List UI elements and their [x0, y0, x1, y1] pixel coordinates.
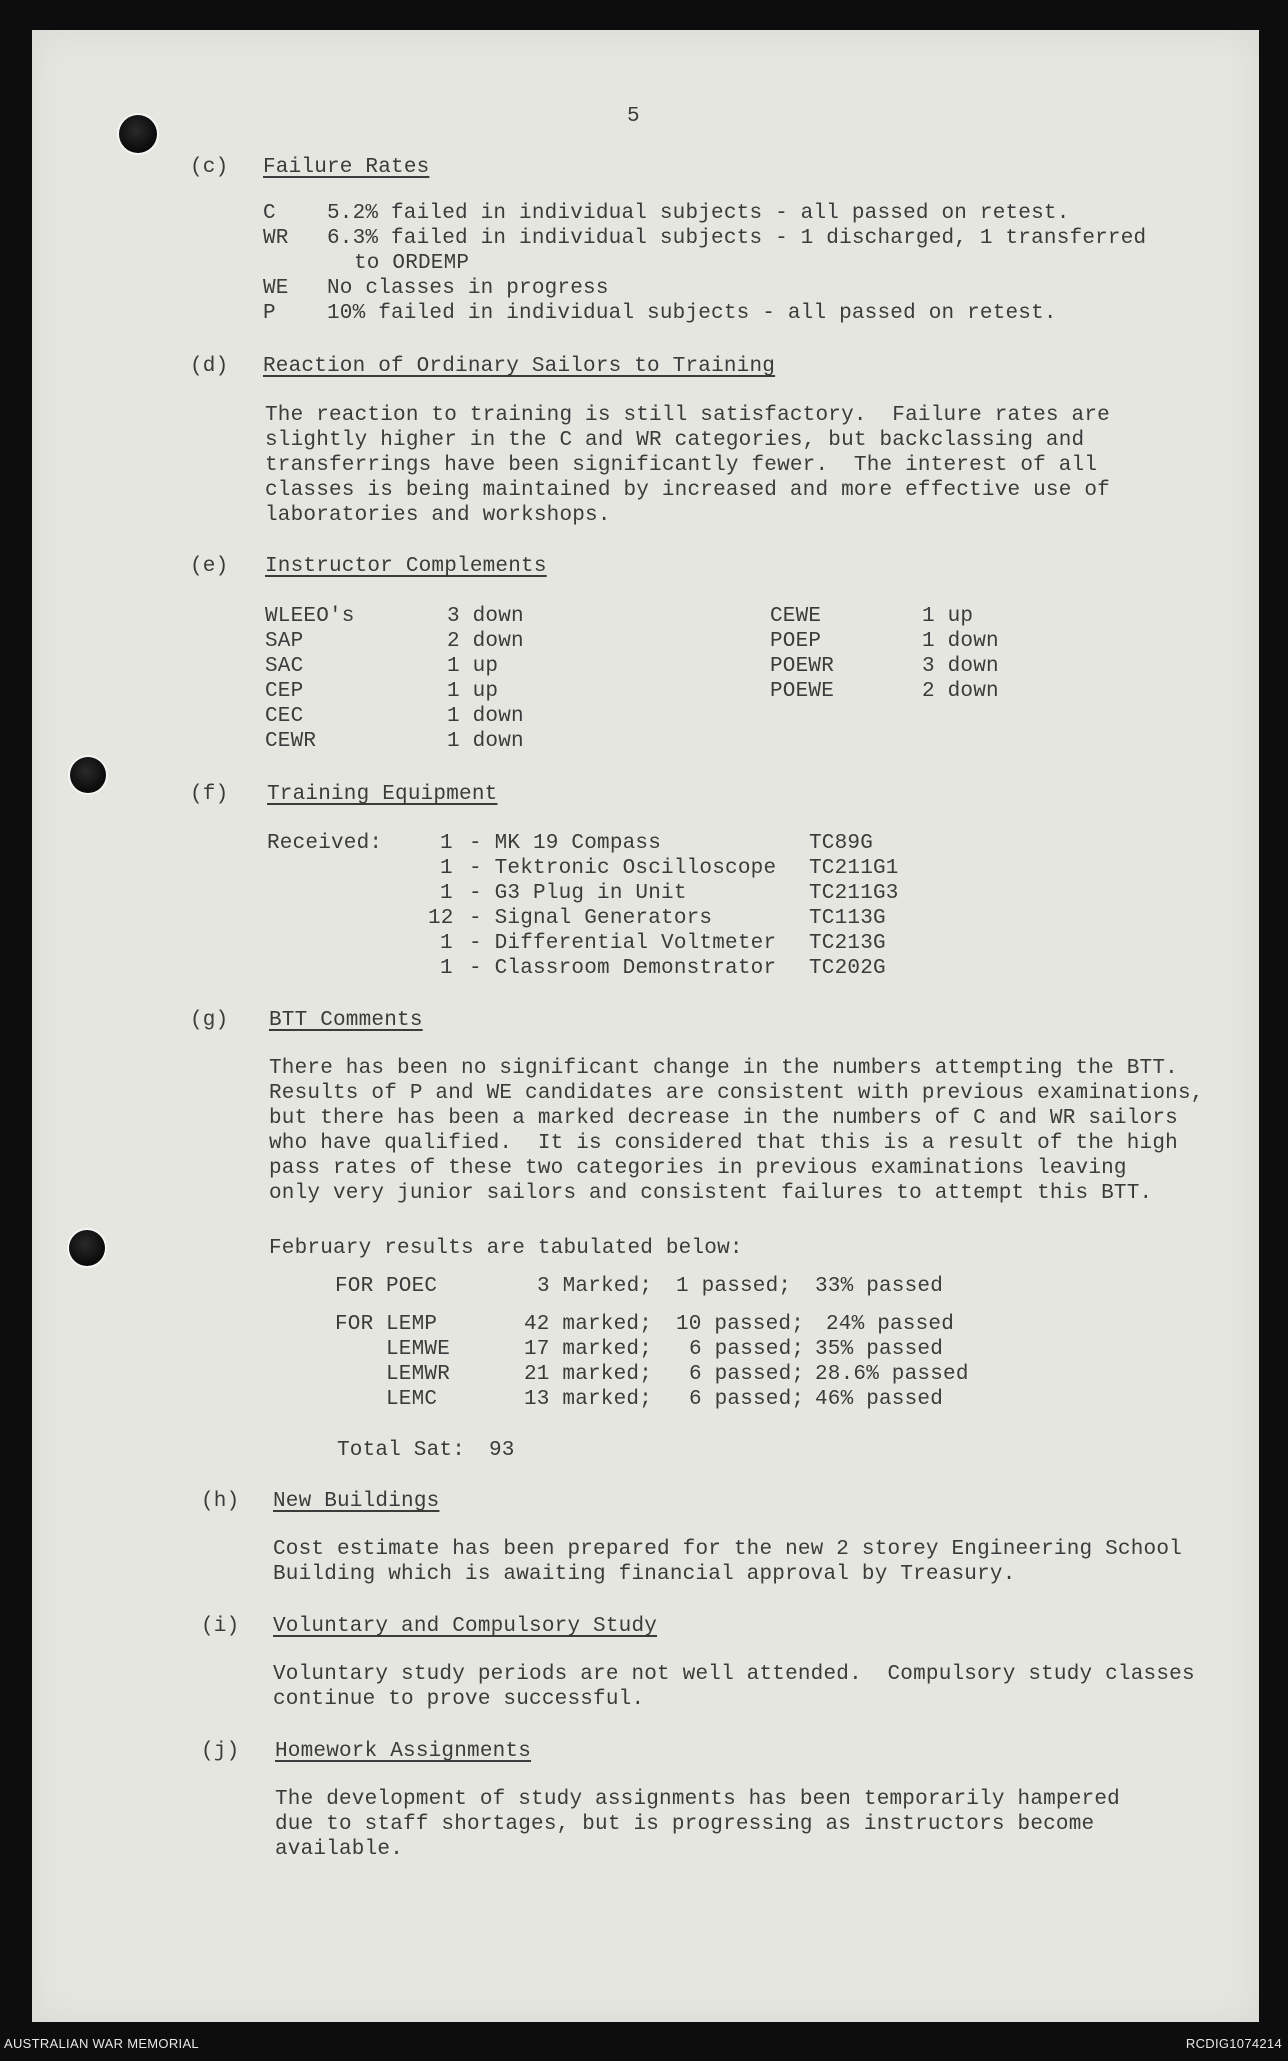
section-j-heading: Homework Assignments [275, 1740, 532, 1763]
result-pct: 35% passed [815, 1338, 944, 1361]
reaction-line: laboratories and workshops. [265, 504, 611, 527]
btt-line: but there has been a marked decrease in the numbers of C and WR sailors [269, 1107, 1178, 1130]
result-rank: LEMC [386, 1388, 438, 1411]
result-marked: 21 marked; [524, 1363, 653, 1386]
equipment-code: TC211G1 [809, 857, 899, 880]
reaction-line: slightly higher in the C and WR categories, but backclassing and [265, 429, 1085, 452]
result-marked: 17 marked; [524, 1338, 653, 1361]
equipment-qty: 1 [440, 857, 453, 880]
result-rank: LEMWR [386, 1363, 451, 1386]
failure-cat: WE [263, 277, 289, 300]
section-d-letter: (d) [190, 355, 229, 378]
reaction-line: The reaction to training is still satisfactory. Failure rates are [265, 404, 1110, 427]
section-i-heading: Voluntary and Compulsory Study [273, 1615, 658, 1638]
equipment-desc: - Tektronic Oscilloscope [469, 857, 777, 880]
section-d-heading: Reaction of Ordinary Sailors to Training [263, 355, 776, 378]
total-sat-value: 93 [489, 1439, 515, 1462]
instructor-role: POEWE [770, 680, 835, 703]
equipment-desc: - Differential Voltmeter [469, 932, 777, 955]
instructor-change: 1 down [447, 705, 524, 728]
section-c-letter: (c) [190, 156, 229, 179]
buildings-line: Building which is awaiting financial approval by Treasury. [273, 1563, 1016, 1586]
equipment-code: TC211G3 [809, 882, 899, 905]
study-line: Voluntary study periods are not well attended. Compulsory study classes [273, 1663, 1195, 1686]
btt-line: Results of P and WE candidates are consistent with previous examinations, [269, 1082, 1204, 1105]
instructor-change: 1 down [447, 730, 524, 753]
result-prefix: FOR [335, 1313, 374, 1336]
result-rank: LEMWE [386, 1338, 451, 1361]
result-pct: 28.6% passed [815, 1363, 969, 1386]
failure-text: No classes in progress [327, 277, 609, 300]
equipment-code: TC213G [809, 932, 886, 955]
btt-results-intro: February results are tabulated below: [269, 1237, 743, 1260]
result-pct: 24% passed [826, 1313, 955, 1336]
result-pct: 33% passed [815, 1275, 944, 1298]
instructor-change: 1 down [922, 630, 999, 653]
result-marked: 3 Marked; [537, 1275, 653, 1298]
instructor-change: 3 down [447, 605, 524, 628]
result-passed: 6 passed; [689, 1363, 805, 1386]
section-e-letter: (e) [190, 555, 229, 578]
instructor-role: WLEEO's [265, 605, 355, 628]
failure-cat: P [263, 302, 276, 325]
instructor-change: 1 up [447, 680, 499, 703]
btt-line: There has been no significant change in the numbers attempting the BTT. [269, 1057, 1178, 1080]
equipment-qty: 12 [428, 907, 454, 930]
buildings-line: Cost estimate has been prepared for the new 2 storey Engineering School [273, 1538, 1182, 1561]
homework-line: available. [275, 1838, 404, 1861]
total-sat-label: Total Sat: [337, 1439, 466, 1462]
section-h-heading: New Buildings [273, 1490, 440, 1513]
section-j-letter: (j) [201, 1740, 240, 1763]
section-f-heading: Training Equipment [267, 783, 498, 806]
section-h-letter: (h) [201, 1490, 240, 1513]
punch-hole-middle [70, 757, 106, 793]
equipment-qty: 1 [440, 882, 453, 905]
section-i-letter: (i) [201, 1615, 240, 1638]
btt-line: who have qualified. It is considered that this is a result of the high [269, 1132, 1178, 1155]
btt-line: pass rates of these two categories in previous examinations leaving [269, 1157, 1127, 1180]
equipment-code: TC89G [809, 832, 874, 855]
section-g-letter: (g) [190, 1009, 229, 1032]
homework-line: due to staff shortages, but is progressing as instructors become [275, 1813, 1095, 1836]
footer-archive-name: AUSTRALIAN WAR MEMORIAL [4, 2036, 199, 2051]
instructor-change: 2 down [922, 680, 999, 703]
equipment-label: Received: [267, 832, 383, 855]
punch-hole-top [119, 115, 157, 153]
failure-text: 10% failed in individual subjects - all passed on retest. [327, 302, 1057, 325]
reaction-line: classes is being maintained by increased and more effective use of [265, 479, 1110, 502]
equipment-qty: 1 [440, 932, 453, 955]
section-e-heading: Instructor Complements [265, 555, 547, 578]
result-passed: 1 passed; [676, 1275, 792, 1298]
equipment-qty: 1 [440, 957, 453, 980]
section-g-heading: BTT Comments [269, 1009, 423, 1032]
result-rank: POEC [386, 1275, 438, 1298]
instructor-role: SAC [265, 655, 304, 678]
document-page [32, 30, 1259, 2022]
footer-record-id: RCDIG1074214 [1185, 2036, 1282, 2051]
instructor-role: POEP [770, 630, 822, 653]
result-passed: 6 passed; [689, 1388, 805, 1411]
result-passed: 6 passed; [689, 1338, 805, 1361]
instructor-role: CEWE [770, 605, 822, 628]
equipment-qty: 1 [440, 832, 453, 855]
instructor-change: 1 up [922, 605, 974, 628]
instructor-change: 1 up [447, 655, 499, 678]
result-passed: 10 passed; [676, 1313, 805, 1336]
failure-cat: C [263, 202, 276, 225]
study-line: continue to prove successful. [273, 1688, 645, 1711]
instructor-role: SAP [265, 630, 304, 653]
result-marked: 13 marked; [524, 1388, 653, 1411]
instructor-role: CEWR [265, 730, 317, 753]
equipment-desc: - Signal Generators [469, 907, 713, 930]
page-number: 5 [627, 105, 640, 128]
reaction-line: transferrings have been significantly fewer. The interest of all [265, 454, 1098, 477]
failure-text: 6.3% failed in individual subjects - 1 discharged, 1 transferred [327, 227, 1147, 250]
equipment-code: TC113G [809, 907, 886, 930]
result-marked: 42 marked; [524, 1313, 653, 1336]
equipment-desc: - G3 Plug in Unit [469, 882, 687, 905]
section-c-heading: Failure Rates [263, 156, 430, 179]
btt-line: only very junior sailors and consistent failures to attempt this BTT. [269, 1182, 1153, 1205]
result-rank: LEMP [386, 1313, 438, 1336]
result-prefix: FOR [335, 1275, 374, 1298]
failure-text: 5.2% failed in individual subjects - all passed on retest. [327, 202, 1070, 225]
instructor-change: 3 down [922, 655, 999, 678]
instructor-role: POEWR [770, 655, 835, 678]
failure-cat: WR [263, 227, 289, 250]
homework-line: The development of study assignments has been temporarily hampered [275, 1788, 1120, 1811]
section-f-letter: (f) [190, 783, 229, 806]
equipment-code: TC202G [809, 957, 886, 980]
equipment-desc: - Classroom Demonstrator [469, 957, 777, 980]
punch-hole-bottom [69, 1230, 105, 1266]
result-pct: 46% passed [815, 1388, 944, 1411]
instructor-role: CEP [265, 680, 304, 703]
equipment-desc: - MK 19 Compass [469, 832, 662, 855]
failure-text: to ORDEMP [354, 252, 470, 275]
instructor-change: 2 down [447, 630, 524, 653]
instructor-role: CEC [265, 705, 304, 728]
